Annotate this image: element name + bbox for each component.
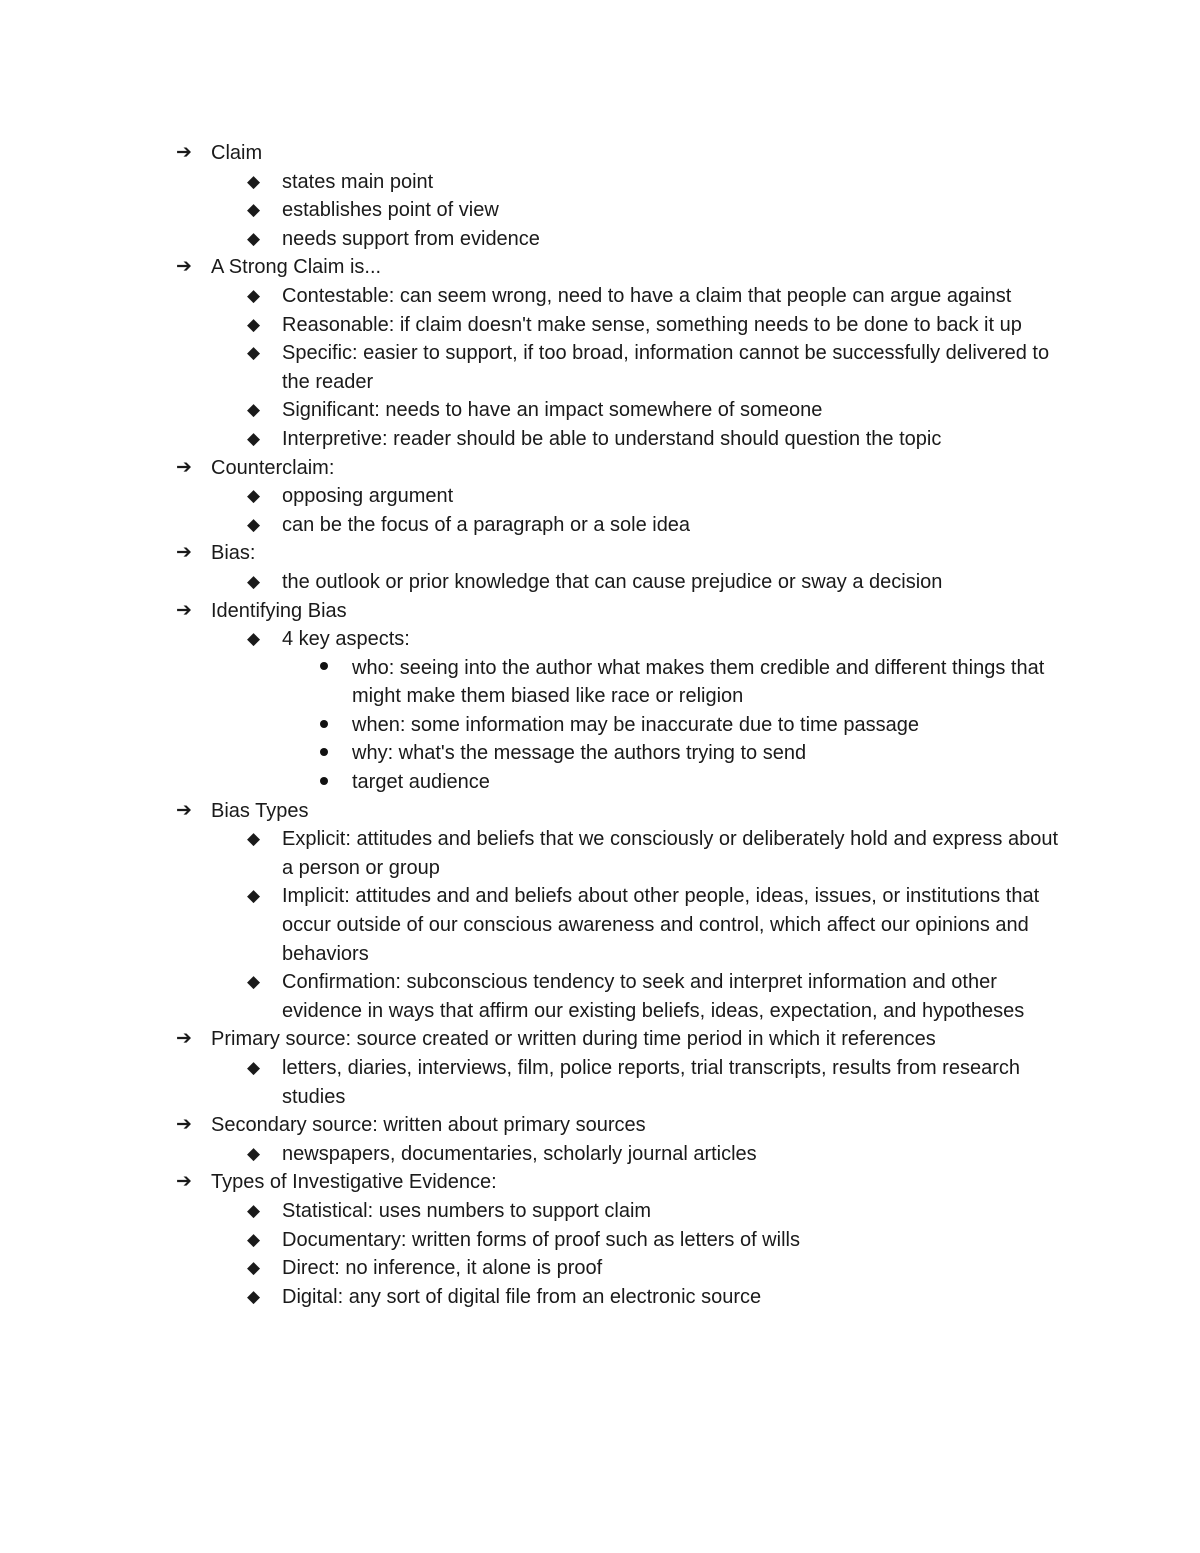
outline-subitem-text: 4 key aspects: xyxy=(282,628,410,651)
outline-subsubitem-text: when: some information may be inaccurate due to time passage xyxy=(352,713,919,736)
diamond-bullet-icon: ◆ xyxy=(247,571,261,591)
outline-heading-text: Primary source: source created or written during time period in which it references xyxy=(211,1028,936,1051)
outline-subsubitem xyxy=(176,768,1076,797)
outline-heading xyxy=(176,1111,1076,1140)
outline-heading xyxy=(176,454,1076,483)
outline-subitem-text: Implicit: attitudes and and beliefs about other people, ideas, issues, or institutions that occur outside of our conscious awareness and control, which affect our opinions and behaviors xyxy=(282,885,1040,965)
diamond-bullet-icon: ◆ xyxy=(247,1200,261,1220)
outline-heading-text: Types of Investigative Evidence: xyxy=(211,1171,497,1194)
outline-subitem-text: can be the focus of a paragraph or a sole idea xyxy=(282,513,691,536)
arrow-bullet-icon: ➔ xyxy=(176,799,192,821)
diamond-bullet-icon: ◆ xyxy=(247,1058,261,1077)
outline-subitem xyxy=(176,1054,1076,1111)
outline-subitem-text: Contestable: can seem wrong, need to have a claim that people can argue against xyxy=(282,284,1012,307)
outline-subitem xyxy=(176,1140,1076,1169)
dot-bullet-icon xyxy=(319,739,352,768)
dot-bullet-icon xyxy=(319,654,352,683)
outline-subitem xyxy=(176,225,1076,254)
diamond-bullet-icon: ◆ xyxy=(247,972,261,992)
notes-outline xyxy=(176,139,1076,1311)
outline-subitem xyxy=(176,425,1076,454)
outline-heading xyxy=(176,253,1076,282)
outline-subitem xyxy=(176,1197,1076,1226)
outline-heading-text: Counterclaim: xyxy=(211,456,335,479)
diamond-bullet-icon: ◆ xyxy=(247,228,261,248)
outline-subitem-text: newspapers, documentaries, scholarly journal articles xyxy=(282,1142,757,1165)
diamond-bullet-icon: ◆ xyxy=(247,629,261,649)
diamond-bullet-icon: ◆ xyxy=(247,343,261,363)
outline-heading xyxy=(176,139,1076,168)
outline-heading-text: Secondary source: written about primary sources xyxy=(211,1114,646,1137)
outline-subitem xyxy=(176,625,1076,654)
outline-heading-text: Bias Types xyxy=(211,799,309,822)
outline-subitem xyxy=(176,168,1076,197)
arrow-bullet-icon: ➔ xyxy=(176,1171,192,1193)
outline-subitem xyxy=(176,482,1076,511)
arrow-bullet-icon: ➔ xyxy=(176,142,192,163)
diamond-bullet-icon: ◆ xyxy=(247,886,261,906)
outline-subitem-text: letters, diaries, interviews, film, police reports, trial transcripts, results from research studies xyxy=(282,1057,1020,1108)
diamond-bullet-icon: ◆ xyxy=(247,400,261,420)
diamond-bullet-icon: ◆ xyxy=(247,314,261,334)
outline-subsubitem-text: why: what's the message the authors trying to send xyxy=(352,742,807,765)
outline-subitem xyxy=(176,282,1076,311)
outline-subitem-text: Explicit: attitudes and beliefs that we consciously or deliberately hold and express about a person or group xyxy=(282,828,1059,879)
diamond-bullet-icon: ◆ xyxy=(247,1229,261,1249)
outline-subitem xyxy=(176,968,1076,1025)
outline-subitem-text: Significant: needs to have an impact somewhere of someone xyxy=(282,399,823,422)
outline-heading-text: Identifying Bias xyxy=(211,599,347,622)
arrow-bullet-icon: ➔ xyxy=(176,1114,192,1136)
outline-heading xyxy=(176,797,1076,826)
diamond-bullet-icon: ◆ xyxy=(247,285,261,305)
outline-subitem xyxy=(176,568,1076,597)
outline-subsubitem xyxy=(176,654,1076,711)
outline-heading xyxy=(176,1025,1076,1054)
outline-subitem-text: Documentary: written forms of proof such as letters of wills xyxy=(282,1228,800,1251)
outline-heading xyxy=(176,1168,1076,1197)
outline-subitem xyxy=(176,1283,1076,1312)
outline-subsubitem-text: target audience xyxy=(352,771,490,794)
diamond-bullet-icon: ◆ xyxy=(247,171,261,191)
outline-subitem-text: Digital: any sort of digital file from an electronic source xyxy=(282,1285,762,1308)
outline-heading-text: Bias: xyxy=(211,542,256,565)
outline-subsubitem xyxy=(176,711,1076,740)
outline-heading xyxy=(176,539,1076,568)
arrow-bullet-icon: ➔ xyxy=(176,542,192,564)
outline-subitem-text: states main point xyxy=(282,170,434,193)
outline-subitem-text: establishes point of view xyxy=(282,199,499,222)
outline-subitem xyxy=(176,882,1076,968)
outline-subitem xyxy=(176,1254,1076,1283)
outline-subitem-text: opposing argument xyxy=(282,485,454,508)
outline-subitem-text: Reasonable: if claim doesn't make sense, something needs to be done to back it up xyxy=(282,313,1022,336)
outline-subitem xyxy=(176,311,1076,340)
outline-subitem xyxy=(176,511,1076,540)
outline-subsubitem-text: who: seeing into the author what makes them credible and different things that might make them biased like race or religion xyxy=(352,656,1045,708)
diamond-bullet-icon: ◆ xyxy=(247,1286,261,1306)
diamond-bullet-icon: ◆ xyxy=(247,1143,261,1163)
dot-bullet-icon xyxy=(319,711,352,740)
diamond-bullet-icon: ◆ xyxy=(247,829,261,849)
outline-subitem xyxy=(176,196,1076,225)
outline-subitem-text: the outlook or prior knowledge that can cause prejudice or sway a decision xyxy=(282,570,943,593)
outline-subitem-text: needs support from evidence xyxy=(282,227,540,250)
outline-heading-text: Claim xyxy=(211,142,263,164)
arrow-bullet-icon: ➔ xyxy=(176,456,192,478)
outline-heading xyxy=(176,597,1076,626)
arrow-bullet-icon: ➔ xyxy=(176,1028,192,1050)
outline-subitem xyxy=(176,339,1076,396)
arrow-bullet-icon: ➔ xyxy=(176,256,192,278)
diamond-bullet-icon: ◆ xyxy=(247,428,261,448)
outline-subitem-text: Interpretive: reader should be able to understand should question the topic xyxy=(282,427,942,450)
arrow-bullet-icon: ➔ xyxy=(176,599,192,621)
outline-subitem xyxy=(176,1226,1076,1255)
outline-subitem-text: Statistical: uses numbers to support claim xyxy=(282,1199,652,1222)
outline-subitem xyxy=(176,825,1076,882)
dot-bullet-icon xyxy=(319,768,352,797)
outline-subitem-text: Specific: easier to support, if too broad, information cannot be successfully delivered to the reader xyxy=(282,342,1050,393)
diamond-bullet-icon: ◆ xyxy=(247,200,261,220)
diamond-bullet-icon: ◆ xyxy=(247,1258,261,1278)
outline-heading-text: A Strong Claim is... xyxy=(211,256,382,279)
outline-subsubitem xyxy=(176,739,1076,768)
outline-subitem-text: Confirmation: subconscious tendency to seek and interpret information and other evidence in ways that affirm our existing beliefs, ideas, expectation, and hypotheses xyxy=(282,971,1025,1022)
outline-subitem-text: Direct: no inference, it alone is proof xyxy=(282,1257,603,1280)
outline-subitem xyxy=(176,396,1076,425)
diamond-bullet-icon: ◆ xyxy=(247,486,261,506)
diamond-bullet-icon: ◆ xyxy=(247,514,261,534)
